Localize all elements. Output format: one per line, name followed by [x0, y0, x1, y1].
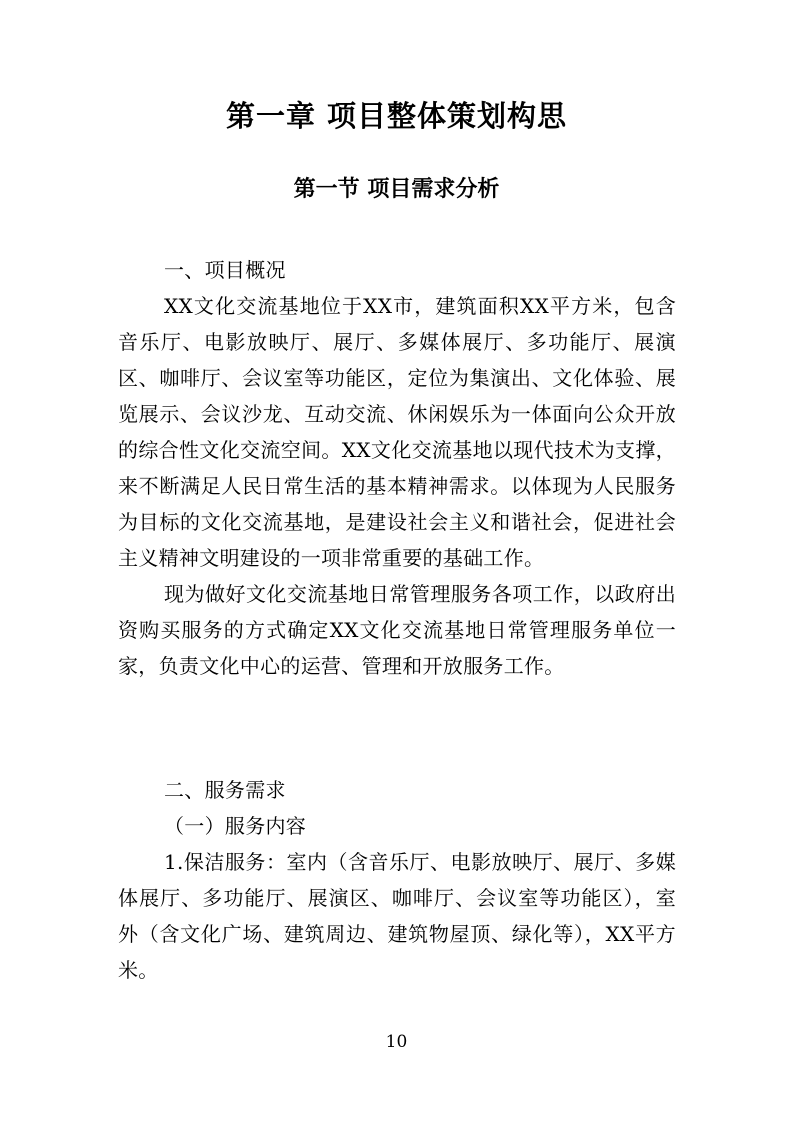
part2-block	[118, 772, 676, 988]
page-number: 10	[385, 1032, 408, 1052]
part1-paragraph-1: XX文化交流基地位于XX市，建筑面积XX平方米，包含音乐厅、电影放映厅、展厅、多媒体展厅、多功能厅、展演区、咖啡厅、会议室等功能区，定位为集演出、文化体验、展览展示、会议沙龙、互动交流、休闲娱乐为一体面向公众开放的综合性文化交流空间。XX文化交流基地以现代技术为支撑，来不断满足人民日常生活的基本精神需求。以体现为人民服务为目标的文化交流基地，是建设社会主义和谐社会，促进社会主义精神文明建设的一项非常重要的基础工作。	[118, 294, 676, 570]
part1-paragraph-2: 现为做好文化交流基地日常管理服务各项工作，以政府出资购买服务的方式确定XX文化交流基地日常管理服务单位一家，负责文化中心的运营、管理和开放服务工作。	[118, 582, 676, 678]
part2-paragraph-1: 1.保洁服务：室内（含音乐厅、电影放映厅、展厅、多媒体展厅、多功能厅、展演区、咖啡厅、会议室等功能区），室外（含文化广场、建筑周边、建筑物屋顶、绿化等），XX平方米。	[118, 850, 676, 982]
section-title: 第一节 项目需求分析	[293, 177, 500, 202]
chapter-title: 第一章 项目整体策划构思	[225, 99, 568, 133]
part2-heading: 二、服务需求	[164, 778, 286, 802]
part1-heading: 一、项目概况	[164, 258, 286, 282]
part1-block	[118, 252, 676, 684]
part2-subheading: （一）服务内容	[164, 814, 307, 838]
